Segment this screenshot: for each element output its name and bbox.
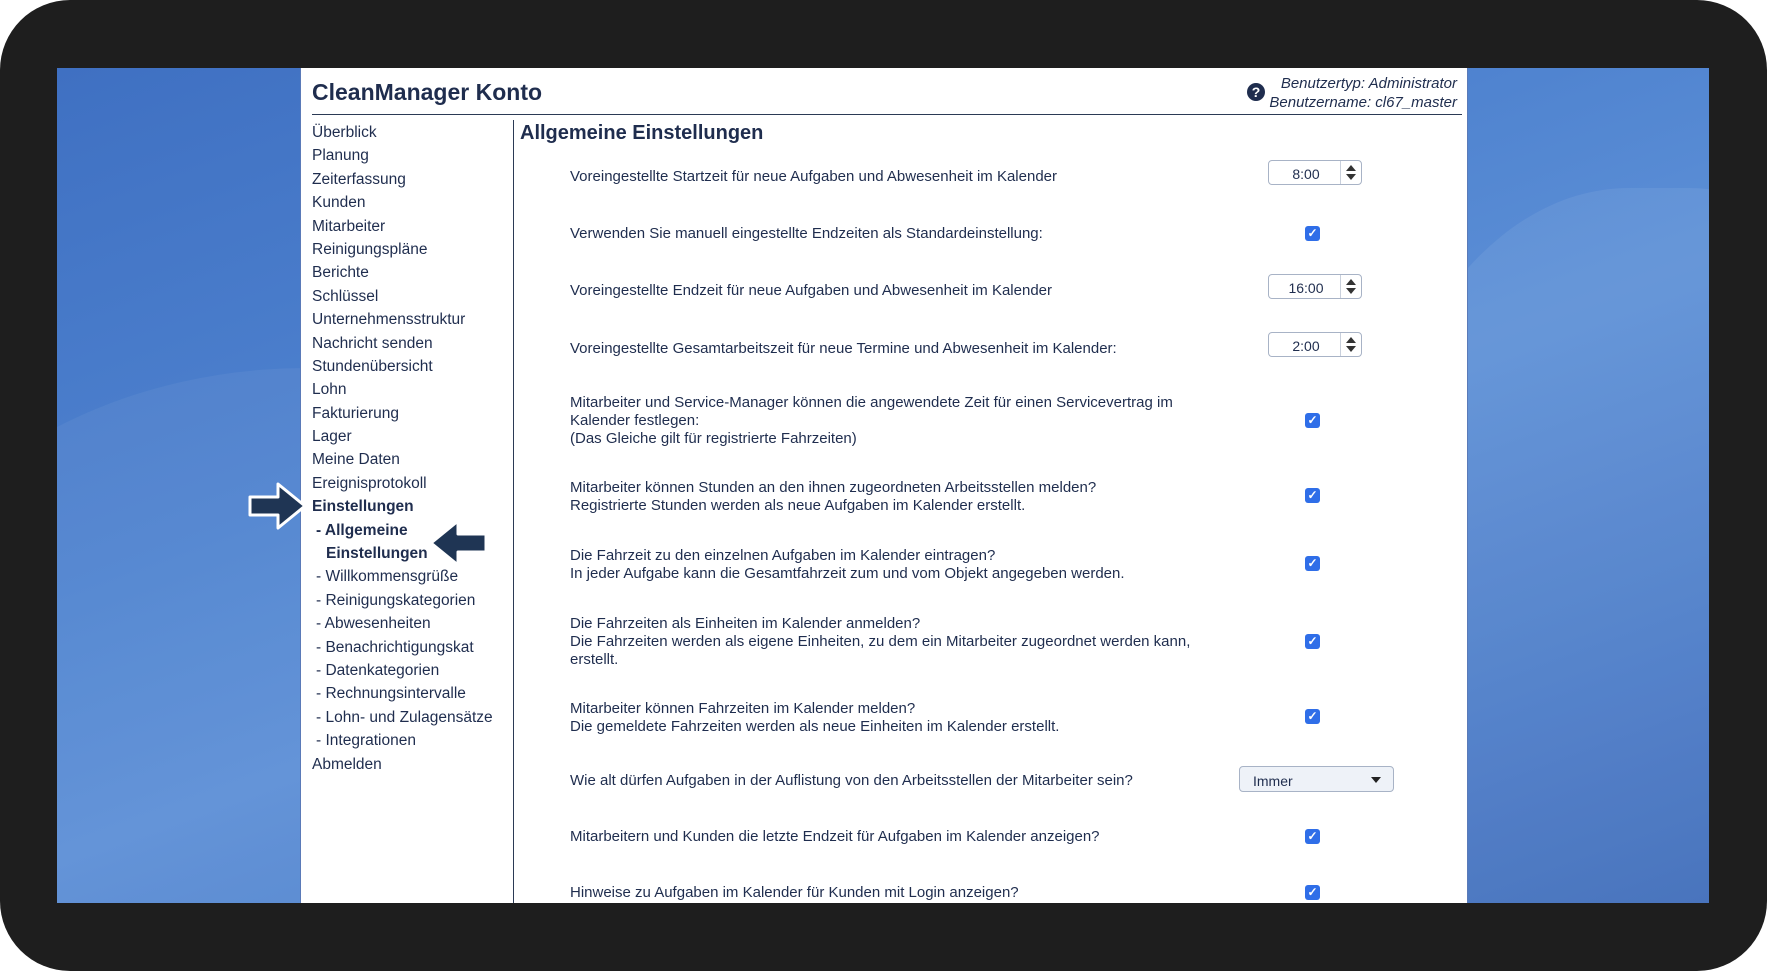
sidebar-item-unternehmensstruktur[interactable]: Unternehmensstruktur <box>312 311 466 329</box>
sidebar-subitem-rechnungsintervalle[interactable]: - Rechnungsintervalle <box>316 685 466 703</box>
stepper-value: 8:00 <box>1292 166 1320 182</box>
sidebar-item-kunden[interactable]: Kunden <box>312 194 366 212</box>
start-time-stepper[interactable] <box>1268 160 1362 185</box>
setting-label: Verwenden Sie manuell eingestellte Endzeiten als Standardeinstellung: <box>570 225 1043 242</box>
setting-label: Voreingestellte Endzeit für neue Aufgaben und Abwesenheit im Kalender <box>570 282 1053 299</box>
stepper-value: 16:00 <box>1288 280 1324 296</box>
sidebar-nav <box>312 121 502 776</box>
setting-label-line: (Das Gleiche gilt für registrierte Fahrzeiten) <box>570 430 857 447</box>
setting-label-line: Die Fahrzeiten werden als eigene Einheiten, zu dem ein Mitarbeiter zugeordnet werden kann, <box>570 633 1191 650</box>
task-age-select[interactable] <box>1239 766 1394 792</box>
sidebar-divider <box>513 120 514 903</box>
main-content <box>520 120 1460 901</box>
sidebar-item-meine-daten[interactable]: Meine Daten <box>312 451 400 469</box>
sidebar-item-ereignisprotokoll[interactable]: Ereignisprotokoll <box>312 474 427 492</box>
arrow-left-icon <box>428 518 488 568</box>
stepper-up-icon[interactable] <box>1346 337 1356 343</box>
sidebar-item-abmelden[interactable]: Abmelden <box>312 755 382 773</box>
setting-label: Mitarbeitern und Kunden die letzte Endzeit für Aufgaben im Kalender anzeigen? <box>570 828 1100 845</box>
sidebar-subitem-label: - Allgemeine <box>316 521 408 539</box>
customer-notes-checkbox[interactable]: ✓ <box>1305 885 1320 900</box>
sidebar-item-fakturierung[interactable]: Fakturierung <box>312 404 400 422</box>
setting-label: Voreingestellte Gesamtarbeitszeit für neue Termine und Abwesenheit im Kalender: <box>570 340 1117 357</box>
stepper-down-icon[interactable] <box>1346 174 1356 180</box>
user-info <box>1269 74 1457 112</box>
setting-label-line: Mitarbeiter können Fahrzeiten im Kalender melden? <box>570 700 916 717</box>
sidebar-subitem-lohn-zulagensaetze[interactable]: - Lohn- und Zulagensätze <box>316 708 493 726</box>
stepper-down-icon[interactable] <box>1346 346 1356 352</box>
sidebar-item-ueberblick[interactable]: Überblick <box>312 124 377 141</box>
arrow-right-icon <box>248 481 308 531</box>
setting-label: Wie alt dürfen Aufgaben in der Auflistung von den Arbeitsstellen der Mitarbeiter sein? <box>570 772 1133 789</box>
sidebar-item-schluessel[interactable]: Schlüssel <box>312 287 379 305</box>
travel-time-checkbox[interactable]: ✓ <box>1305 556 1320 571</box>
setting-label: Hinweise zu Aufgaben im Kalender für Kunden mit Login anzeigen? <box>570 884 1019 901</box>
stepper-up-icon[interactable] <box>1346 165 1356 171</box>
app-title: CleanManager Konto <box>312 79 543 105</box>
sidebar-subitem-integrationen[interactable]: - Integrationen <box>316 732 416 750</box>
service-contract-time-checkbox[interactable]: ✓ <box>1305 413 1320 428</box>
setting-label-line: Die Fahrzeit zu den einzelnen Aufgaben im Kalender eintragen? <box>570 547 996 564</box>
sidebar-item-zeiterfassung[interactable]: Zeiterfassung <box>312 170 406 188</box>
total-work-time-stepper[interactable] <box>1268 332 1362 357</box>
sidebar-subitem-benachrichtigungskat[interactable]: - Benachrichtigungskat <box>316 638 474 656</box>
end-time-stepper[interactable] <box>1268 274 1362 299</box>
sidebar-item-stundenuebersicht[interactable]: Stundenübersicht <box>312 357 433 375</box>
setting-label <box>570 700 1270 736</box>
select-value: Immer <box>1253 773 1293 789</box>
stepper-arrows[interactable] <box>1340 275 1361 298</box>
sidebar-item-reinigungsplaene[interactable]: Reinigungspläne <box>312 240 428 258</box>
sidebar-item-berichte[interactable]: Berichte <box>312 264 369 282</box>
sidebar-item-planung[interactable]: Planung <box>312 147 369 165</box>
report-hours-checkbox[interactable]: ✓ <box>1305 488 1320 503</box>
help-icon[interactable]: ? <box>1247 83 1265 101</box>
travel-units-checkbox[interactable]: ✓ <box>1305 634 1320 649</box>
setting-label-line: Mitarbeiter können Stunden an den ihnen zugeordneten Arbeitsstellen melden? <box>570 479 1097 496</box>
setting-label <box>570 547 1270 583</box>
app-window <box>300 68 1468 903</box>
user-name: Benutzername: cl67_master <box>1269 94 1457 111</box>
stepper-down-icon[interactable] <box>1346 288 1356 294</box>
user-type: Benutzertyp: Administrator <box>1280 75 1457 92</box>
sidebar-subitem-label: Einstellungen <box>326 545 428 563</box>
last-end-time-checkbox[interactable]: ✓ <box>1305 829 1320 844</box>
stepper-arrows[interactable] <box>1340 333 1361 356</box>
chevron-down-icon <box>1371 777 1381 783</box>
sidebar-subitem-reinigungskategorien[interactable]: - Reinigungskategorien <box>316 591 476 609</box>
setting-label-line: Die Fahrzeiten als Einheiten im Kalender anmelden? <box>570 615 921 632</box>
stepper-arrows[interactable] <box>1340 161 1361 184</box>
setting-label-line: In jeder Aufgabe kann die Gesamtfahrzeit zum und vom Objekt angegeben werden. <box>570 565 1125 582</box>
setting-label <box>570 615 1270 669</box>
manual-end-times-checkbox[interactable]: ✓ <box>1305 226 1320 241</box>
sidebar-item-mitarbeiter[interactable]: Mitarbeiter <box>312 217 386 235</box>
stepper-value: 2:00 <box>1292 338 1320 354</box>
setting-label <box>570 394 1270 448</box>
sidebar-item-einstellungen[interactable]: Einstellungen <box>312 498 414 516</box>
sidebar-item-nachricht-senden[interactable]: Nachricht senden <box>312 334 433 352</box>
sidebar-subitem-abwesenheiten[interactable]: - Abwesenheiten <box>316 615 431 633</box>
setting-label-line: Mitarbeiter und Service-Manager können die angewendete Zeit für einen Servicevertrag im <box>570 394 1173 411</box>
setting-label-line: Registrierte Stunden werden als neue Aufgaben im Kalender erstellt. <box>570 497 1026 514</box>
setting-label: Voreingestellte Startzeit für neue Aufgaben und Abwesenheit im Kalender <box>570 168 1057 185</box>
page-title: Allgemeine Einstellungen <box>520 122 764 144</box>
app-header <box>312 68 1462 115</box>
sidebar-subitem-willkommensgruesse[interactable]: - Willkommensgrüße <box>316 568 459 586</box>
setting-label-line: Die gemeldete Fahrzeiten werden als neue Einheiten im Kalender erstellt. <box>570 718 1060 735</box>
report-travel-times-checkbox[interactable]: ✓ <box>1305 709 1320 724</box>
sidebar-item-lohn[interactable]: Lohn <box>312 381 347 399</box>
stepper-up-icon[interactable] <box>1346 279 1356 285</box>
setting-label <box>570 479 1270 515</box>
sidebar-subitem-datenkategorien[interactable]: - Datenkategorien <box>316 662 440 680</box>
setting-label-line: erstellt. <box>570 651 619 668</box>
setting-label-line: Kalender festlegen: <box>570 412 700 429</box>
sidebar-item-lager[interactable]: Lager <box>312 428 352 446</box>
